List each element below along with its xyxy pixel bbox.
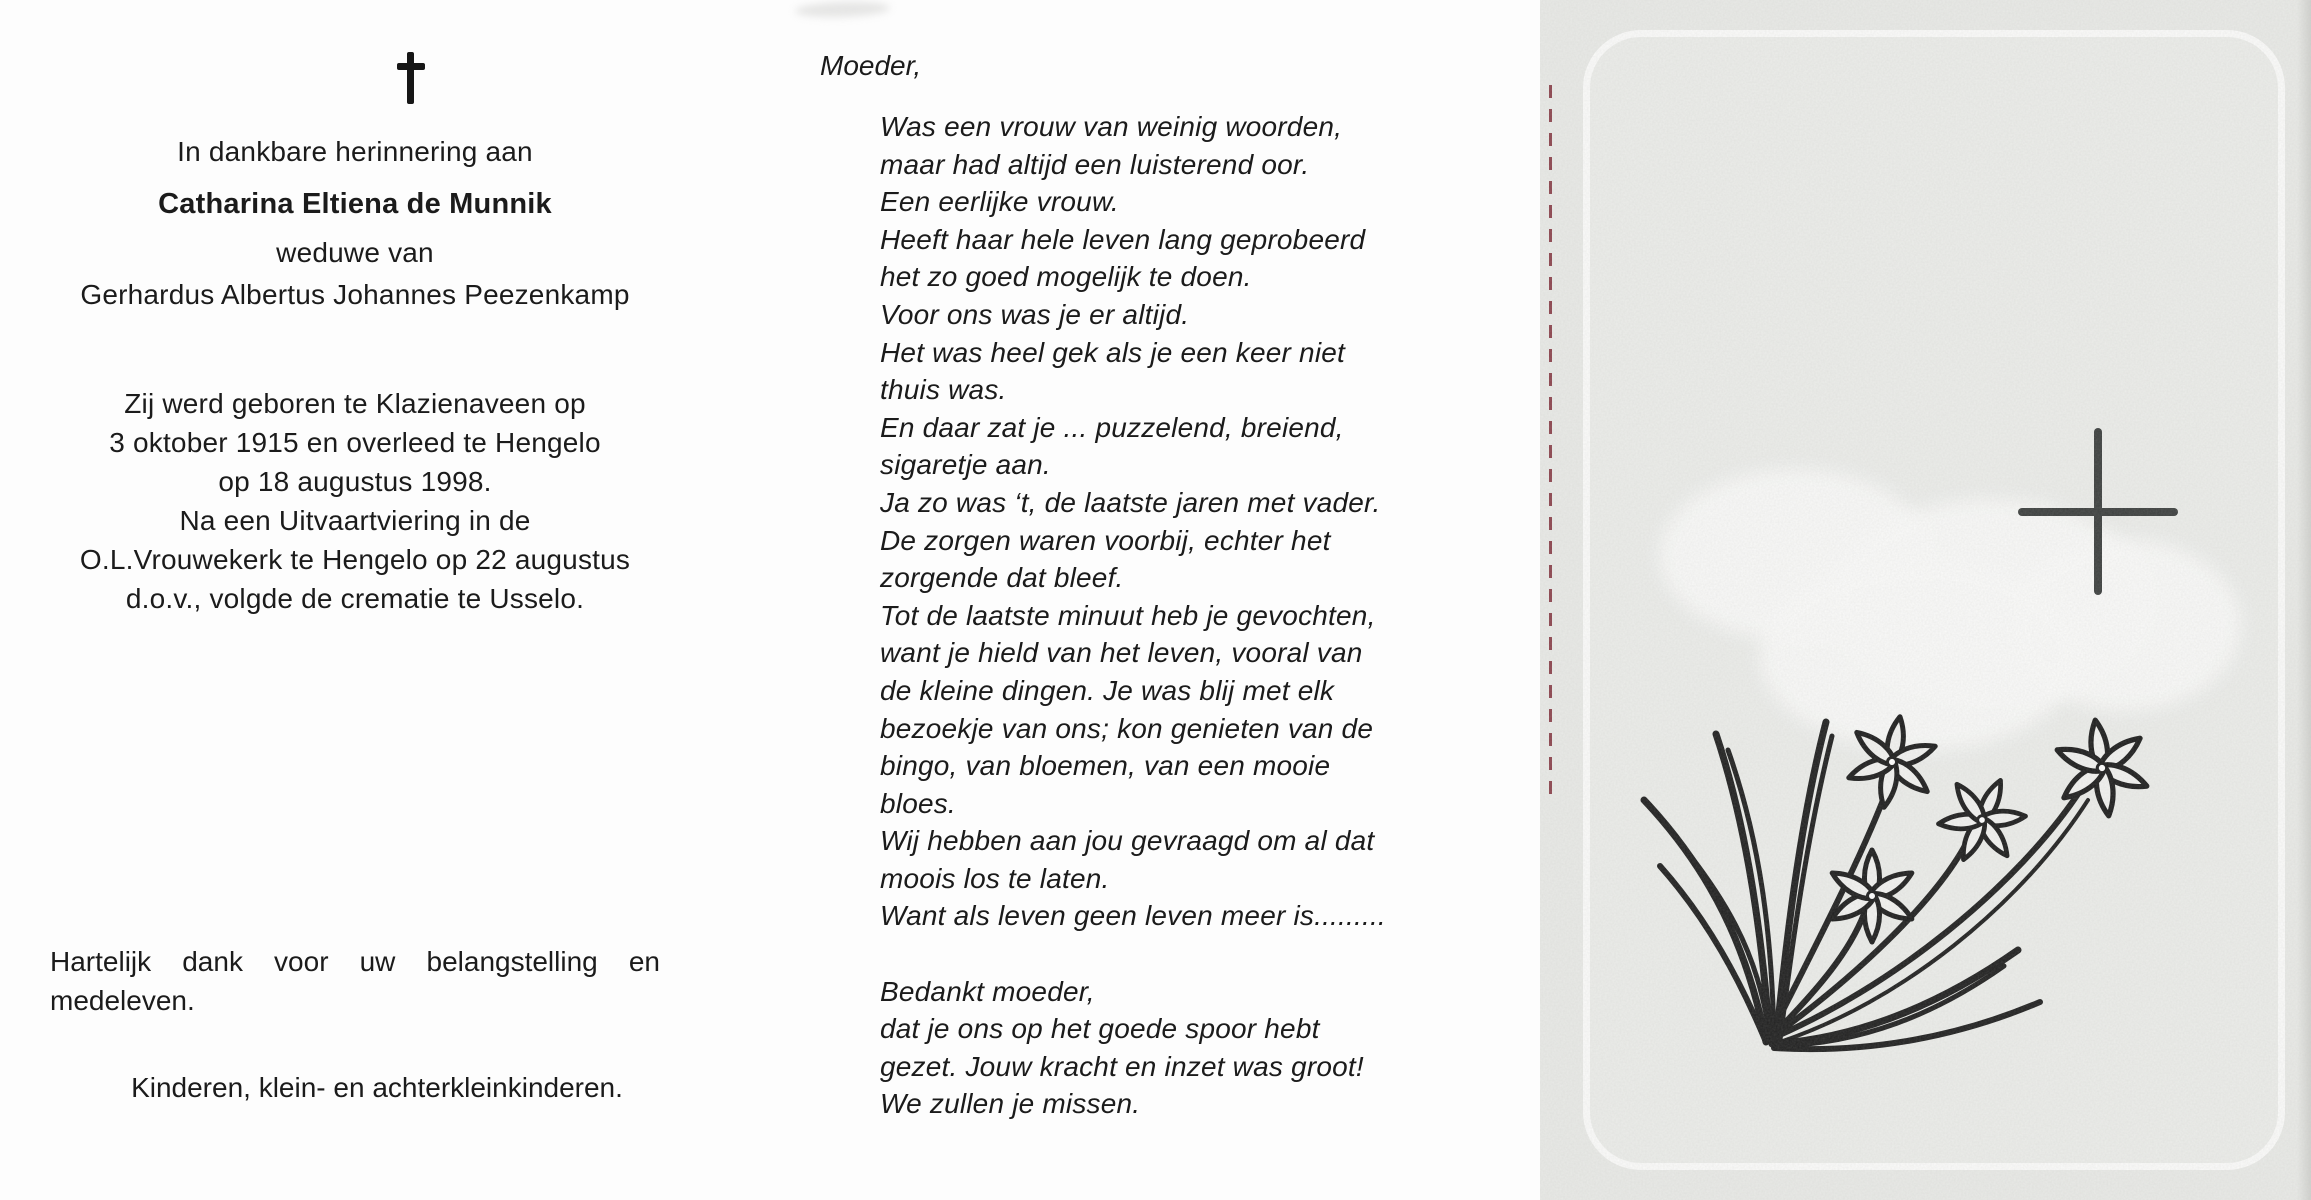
memorial-intro: In dankbare herinnering aan <box>177 136 533 167</box>
poem-line: thuis was. <box>880 374 1007 406</box>
poem-line: Heeft haar hele leven lang geprobeerd <box>880 223 1366 255</box>
poem-stanza-gap <box>880 935 1410 973</box>
life-details-line: d.o.v., volgde de crematie te Usselo. <box>125 583 585 614</box>
thanks-line-1: Hartelijk dank voor uw belangstelling en <box>50 946 660 977</box>
illustration-panel <box>1540 0 2311 1200</box>
poem-closing-line: We zullen je missen. <box>880 1088 1141 1120</box>
poem-line: bezoekje van ons; kon genieten van de <box>880 712 1374 744</box>
husband-name: Gerhardus Albertus Johannes Peezenkamp <box>80 279 630 310</box>
poem-line: Het was heel gek als je een keer niet <box>880 336 1345 368</box>
poem-line: Tot de laatste minuut heb je gevochten, <box>880 599 1376 631</box>
poem-line: moois los te laten. <box>880 862 1110 894</box>
thanks-line-2: medeleven. <box>50 985 195 1016</box>
poem-line: Een eerlijke vrouw. <box>880 186 1119 218</box>
latin-cross-icon <box>397 52 425 104</box>
poem-line: bingo, van bloemen, van een mooie <box>880 750 1331 782</box>
poem-line: want je hield van het leven, vooral van <box>880 637 1363 669</box>
deceased-name: Catharina Eltiena de Munnik <box>158 188 552 220</box>
poem-line: Ja zo was ‘t, de laatste jaren met vader. <box>880 486 1381 518</box>
poem-line: Voor ons was je er altijd. <box>880 298 1190 330</box>
life-details-line: O.L.Vrouwekerk te Hengelo op 22 augustus <box>79 544 631 575</box>
poem-line: het zo goed mogelijk te doen. <box>880 261 1252 293</box>
poem-closing-line: dat je ons op het goede spoor hebt <box>880 1013 1320 1045</box>
poem-closing <box>880 973 1410 1123</box>
scan-smudge-artifact <box>795 0 890 18</box>
poem-line: En daar zat je ... puzzelend, breiend, <box>880 411 1344 443</box>
poem-panel <box>880 108 1410 1123</box>
signature-line: Kinderen, klein- en achterkleinkinderen. <box>131 1072 623 1103</box>
life-details-line: 3 oktober 1915 en overleed te Hengelo <box>109 427 601 458</box>
poem-line: zorgende dat bleef. <box>880 562 1124 594</box>
poem-line: Wij hebben aan jou gevraagd om al dat <box>880 825 1375 857</box>
poem-line: De zorgen waren voorbij, echter het <box>880 524 1331 556</box>
thanks-text <box>50 942 660 1020</box>
plus-cross-icon <box>2018 428 2178 595</box>
poem-salutation: Moeder, <box>820 50 922 81</box>
poem-lines <box>880 108 1410 935</box>
poem-line: maar had altijd een luisterend oor. <box>880 148 1310 180</box>
flower-bouquet-illustration <box>1600 650 2220 1150</box>
poem-line: bloes. <box>880 787 956 819</box>
life-details-line: Na een Uitvaartviering in de <box>179 505 531 536</box>
life-details <box>50 384 660 618</box>
poem-line: sigaretje aan. <box>880 449 1051 481</box>
poem-closing-line: Bedankt moeder, <box>880 975 1095 1007</box>
poem-line: Was een vrouw van weinig woorden, <box>880 111 1343 142</box>
poem-closing-line: gezet. Jouw kracht en inzet was groot! <box>880 1050 1364 1082</box>
poem-line: Want als leven geen leven meer is......... <box>880 900 1386 932</box>
binding-stitch-line <box>1549 85 1552 800</box>
life-details-line: op 18 augustus 1998. <box>218 466 492 497</box>
life-details-line: Zij werd geboren te Klazienaveen op <box>124 388 586 419</box>
poem-line: de kleine dingen. Je was blij met elk <box>880 674 1335 706</box>
page-edge-shadow <box>2297 0 2311 1200</box>
relation-line: weduwe van <box>276 237 434 268</box>
